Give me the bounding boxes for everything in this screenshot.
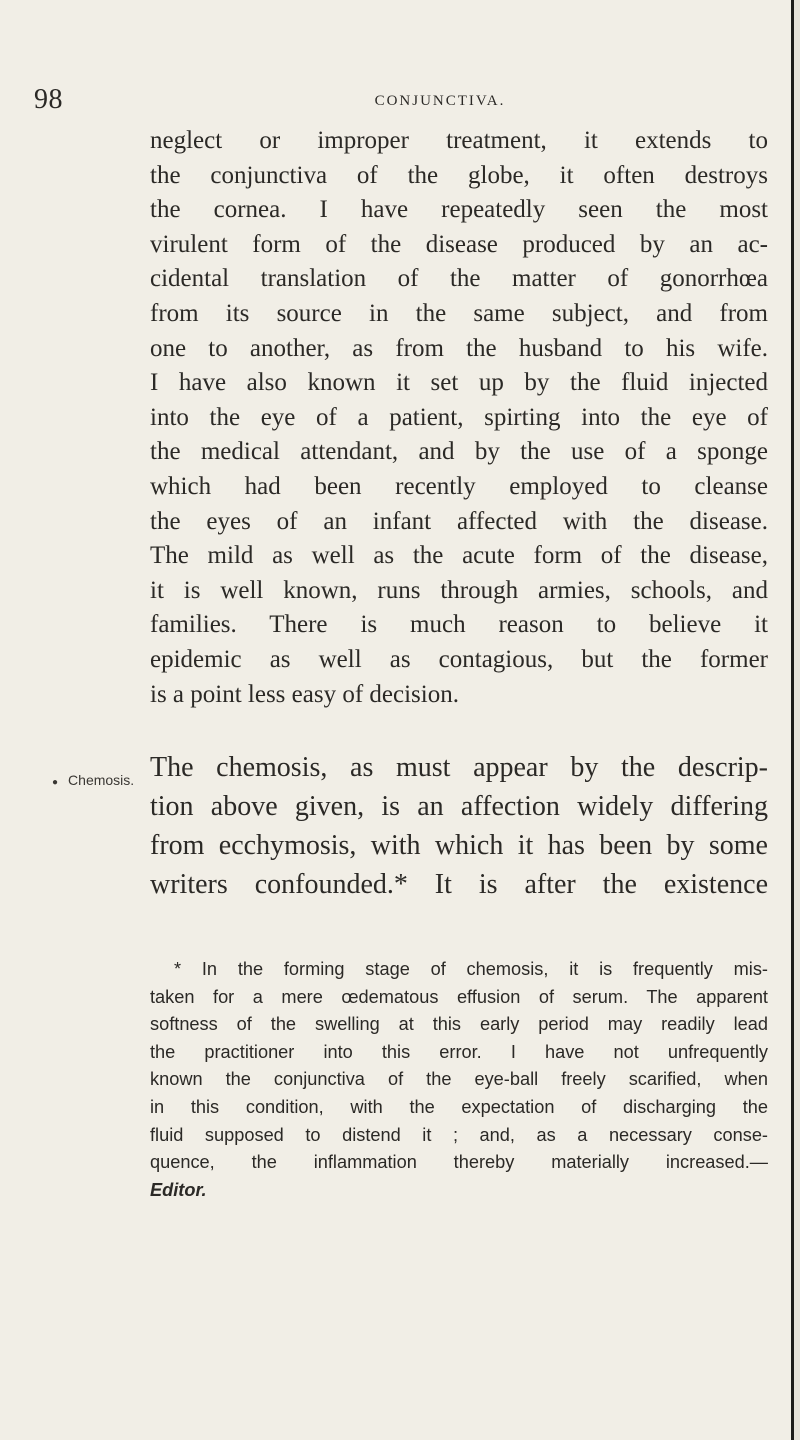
text-line: the medical attendant, and by the use of a sponge [150,438,768,466]
footnote-line: taken for a mere œdematous effusion of serum. The apparent [150,986,768,1007]
paragraph-2 [150,748,768,904]
text-line: The mild as well as the acute form of the disease, [150,542,768,570]
bullet-icon: ● [52,777,59,788]
footnote-line: fluid supposed to distend it ; and, as a necessary conse- [150,1124,768,1145]
page-edge [791,0,794,1440]
text-line: is a point less easy of decision. [150,680,459,708]
text-line: from its source in the same subject, and from [150,299,768,327]
text-line: into the eye of a patient, spirting into the eye of [150,403,768,431]
text-line: neglect or improper treatment, it extends to [150,127,768,154]
footnote [150,956,768,1204]
main-text [150,124,768,904]
page-edge-shadow [794,0,800,1440]
footnote-line: known the conjunctiva of the eye-ball freely scarified, when [150,1069,768,1090]
text-line: virulent form of the disease produced by an ac- [150,230,768,258]
text-line: epidemic as well as contagious, but the former [150,645,768,673]
paragraph-1 [150,124,768,712]
footnote-line: quence, the inflammation thereby materially increased.— [150,1152,768,1173]
text-line: it is well known, runs through armies, schools, and [150,576,768,604]
text-line: I have also known it set up by the fluid injected [150,369,768,397]
text-line: which had been recently employed to cleanse [150,472,768,500]
footnote-line: the practitioner into this error. I have not unfrequently [150,1041,768,1062]
text-line: the conjunctiva of the globe, it often destroys [150,161,768,189]
text-line: writers confounded.* It is after the existence [150,869,768,901]
margin-note [52,772,134,788]
text-line: cidental translation of the matter of gonorrhœa [150,265,768,293]
text-line: the eyes of an infant affected with the disease. [150,507,768,535]
text-line: the cornea. I have repeatedly seen the most [150,196,768,224]
text-line: The chemosis, as must appear by the descrip- [150,752,768,784]
running-head: CONJUNCTIVA. [374,93,506,109]
footnote-signature: Editor. [150,1179,207,1200]
text-line: families. There is much reason to believe it [150,611,768,639]
page-number: 98 [34,84,63,115]
footnote-line: softness of the swelling at this early period may readily lead [150,1014,768,1035]
footnote-line: in this condition, with the expectation of discharging the [150,1096,768,1117]
footnote-line: * In the forming stage of chemosis, it is frequently mis- [174,959,768,979]
margin-note-text: Chemosis. [68,772,135,788]
text-line: one to another, as from the husband to his wife. [150,334,768,362]
text-line: from ecchymosis, with which it has been by some [150,830,768,862]
text-line: tion above given, is an affection widely differing [150,791,768,823]
